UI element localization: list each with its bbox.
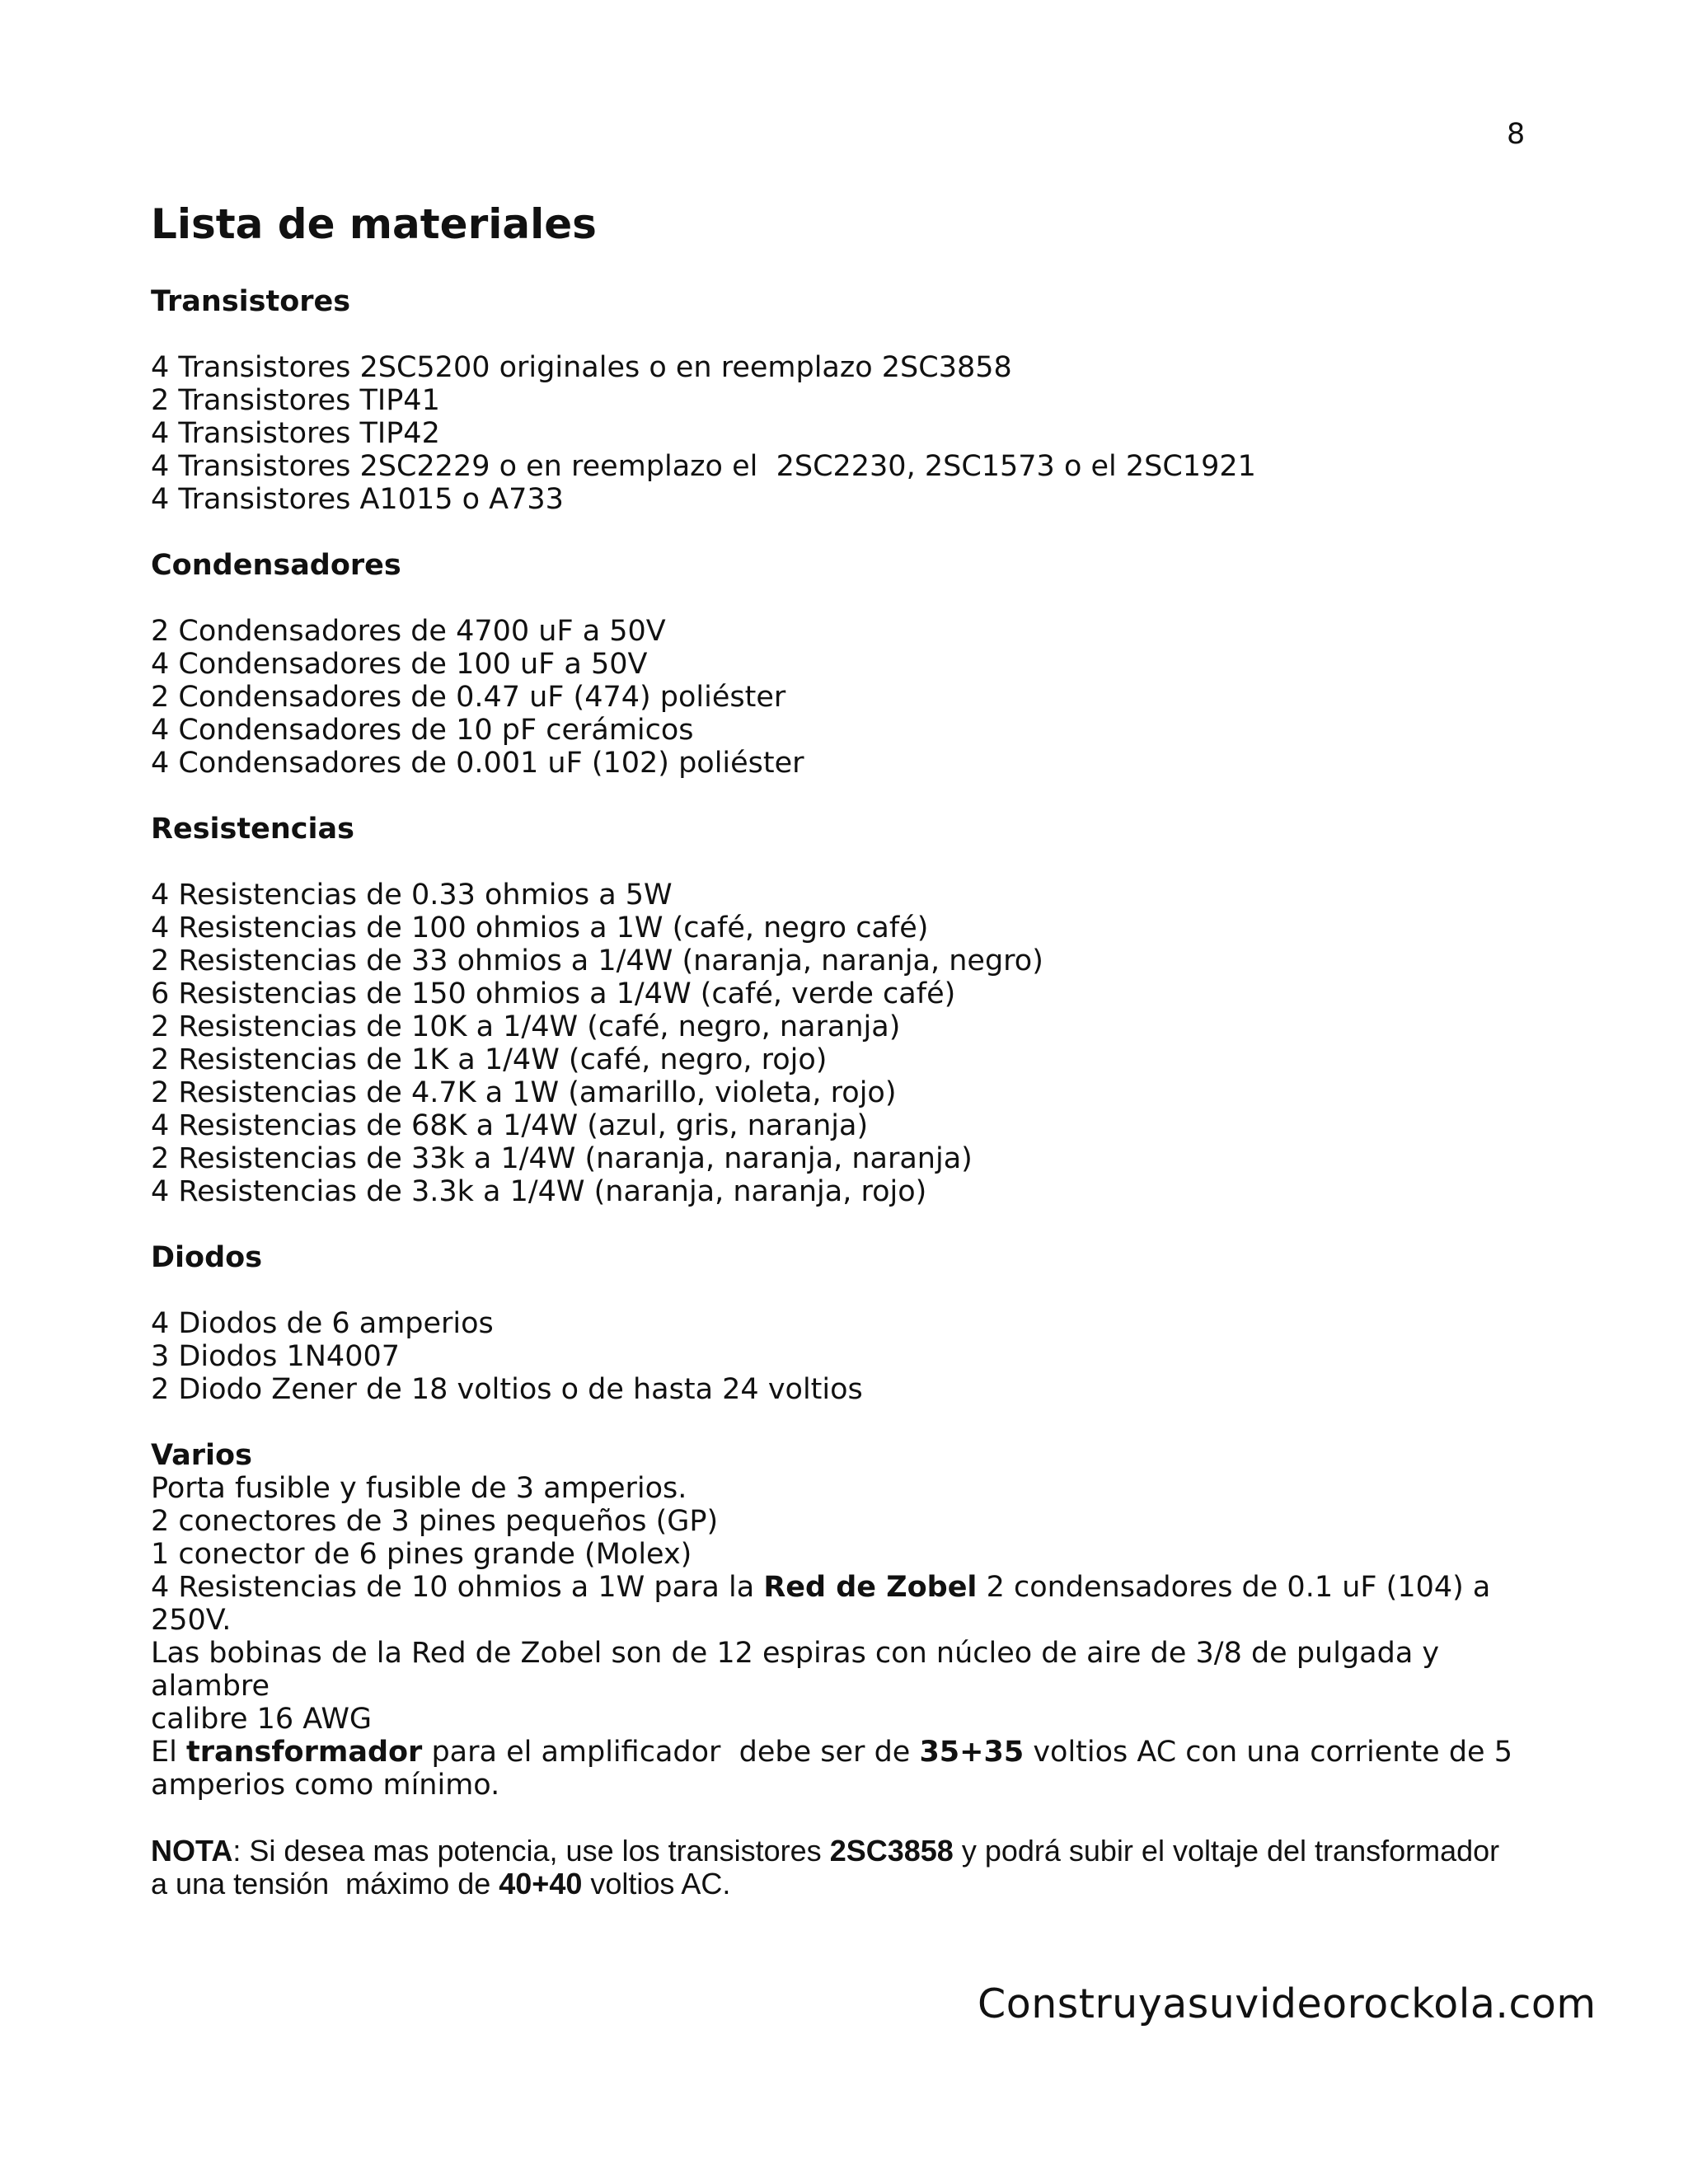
list-item: 2 conectores de 3 pines pequeños (GP) xyxy=(151,1505,719,1538)
list-item: 4 Resistencias de 100 ohmios a 1W (café, negro café) xyxy=(151,912,929,944)
list-item: 4 Resistencias de 3.3k a 1/4W (naranja, naranja, rojo) xyxy=(151,1175,927,1208)
list-item: 1 conector de 6 pines grande (Molex) xyxy=(151,1538,692,1571)
list-item: 4 Condensadores de 10 pF cerámicos xyxy=(151,714,694,747)
list-item: 2 Resistencias de 4.7K a 1W (amarillo, violeta, rojo) xyxy=(151,1076,897,1109)
document-body xyxy=(151,196,1552,1900)
list-item: 4 Transistores 2SC5200 originales o en reemplazo 2SC3858 xyxy=(151,351,1012,384)
list-item: 2 Transistores TIP41 xyxy=(151,384,440,417)
note-emphasis: 2SC3858 xyxy=(829,1834,954,1868)
section-varios xyxy=(151,1439,1552,1802)
footer-website: Construyasuvideorockola.com xyxy=(978,1980,1597,2027)
list-item: 4 Resistencias de 68K a 1/4W (azul, gris, naranja) xyxy=(151,1109,869,1142)
transformador-line: amperios como mínimo. xyxy=(151,1769,500,1802)
list-item: 4 Transistores 2SC2229 o en reemplazo el 2SC2230, 2SC1573 o el 2SC1921 xyxy=(151,450,1256,483)
list-item: 2 Resistencias de 33 ohmios a 1/4W (naranja, naranja, negro) xyxy=(151,944,1043,977)
list-item: 4 Condensadores de 0.001 uF (102) poliéster xyxy=(151,747,804,780)
list-item: 4 Condensadores de 100 uF a 50V xyxy=(151,648,648,681)
list-item: 4 Diodos de 6 amperios xyxy=(151,1307,494,1340)
bobinas-line: Las bobinas de la Red de Zobel son de 12 espiras con núcleo de aire de 3/8 de pulgada y alambre xyxy=(151,1637,1449,1703)
list-item: 3 Diodos 1N4007 xyxy=(151,1340,400,1373)
list-item: 2 Resistencias de 10K a 1/4W (café, negro, naranja) xyxy=(151,1010,901,1043)
zobel-emphasis: Red de Zobel xyxy=(763,1571,978,1604)
voltage-emphasis: 35+35 xyxy=(919,1736,1025,1769)
list-item: 2 Resistencias de 33k a 1/4W (naranja, naranja, naranja) xyxy=(151,1142,973,1175)
section-heading: Varios xyxy=(151,1439,252,1472)
bobinas-line: calibre 16 AWG xyxy=(151,1703,373,1736)
section-heading: Resistencias xyxy=(151,813,354,846)
note-line: a una tensión máximo de 40+40 voltios AC. xyxy=(151,1867,731,1900)
section-resistencias xyxy=(151,813,1552,1208)
note-label: NOTA xyxy=(151,1834,233,1868)
note-line: NOTA: Si desea mas potencia, use los transistores 2SC3858 y podrá subir el voltaje del transformador xyxy=(151,1834,1500,1868)
transformador-emphasis: transformador xyxy=(185,1736,423,1769)
section-condensadores xyxy=(151,549,1552,780)
section-heading: Diodos xyxy=(151,1241,263,1274)
section-diodos xyxy=(151,1241,1552,1406)
note-emphasis: 40+40 xyxy=(499,1867,583,1900)
list-item: 4 Transistores TIP42 xyxy=(151,417,440,450)
list-item: 2 Diodo Zener de 18 voltios o de hasta 24 voltios xyxy=(151,1373,863,1406)
list-item: 6 Resistencias de 150 ohmios a 1/4W (café, verde café) xyxy=(151,977,956,1010)
list-item: 2 Condensadores de 4700 uF a 50V xyxy=(151,615,666,648)
note-block xyxy=(151,1835,1552,1900)
list-item: 2 Condensadores de 0.47 uF (474) poliéster xyxy=(151,681,786,714)
list-item: 4 Transistores A1015 o A733 xyxy=(151,483,564,516)
list-item: Porta fusible y fusible de 3 amperios. xyxy=(151,1472,687,1505)
transformador-line: El transformador para el amplificador debe ser de 35+35 voltios AC con una corriente de 5 xyxy=(151,1736,1512,1769)
list-item: 4 Resistencias de 0.33 ohmios a 5W xyxy=(151,879,673,912)
section-transistores xyxy=(151,285,1552,516)
zobel-line: 4 Resistencias de 10 ohmios a 1W para la Red de Zobel 2 condensadores de 0.1 uF (104) a 250V. xyxy=(151,1571,1500,1637)
section-heading: Condensadores xyxy=(151,549,401,582)
list-item: 2 Resistencias de 1K a 1/4W (café, negro, rojo) xyxy=(151,1043,828,1076)
page-number: 8 xyxy=(1507,118,1526,151)
section-heading: Transistores xyxy=(151,285,351,318)
page-title: Lista de materiales xyxy=(151,200,597,248)
